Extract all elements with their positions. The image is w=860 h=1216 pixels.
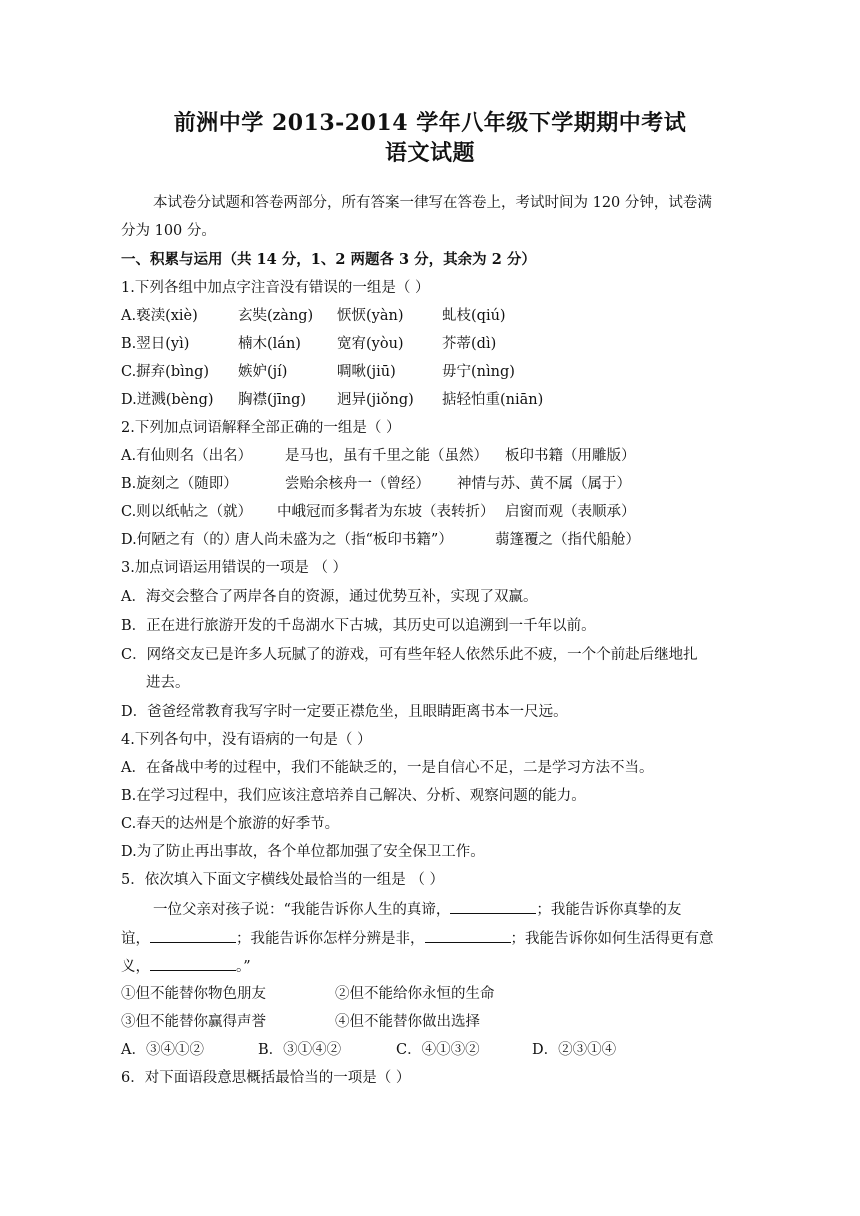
q1-b-2: 楠木(lán) — [238, 336, 301, 352]
q1-c-2: 嫉妒(jí) — [238, 364, 288, 380]
question-3-option-c: C．网络交友已是许多人玩腻了的游戏，可有些年轻人依然乐此不疲，一个个前赴后继地扎 — [121, 647, 698, 663]
q5-choice-b: B．③①④② — [258, 1042, 342, 1058]
q5-p2b: ；我能告诉你怎样分辨是非， — [236, 931, 425, 947]
question-3-option-a: A．海交会整合了两岸各自的资源，通过优势互补，实现了双赢。 — [121, 589, 538, 605]
answer-blank-2[interactable] — [150, 928, 236, 943]
q5-p3b: 。” — [236, 959, 251, 975]
q5-p1b: ；我能告诉你真挚的友 — [536, 902, 682, 918]
question-6-stem: 6．对下面语段意思概括最恰当的一项是（ ） — [121, 1070, 411, 1086]
intro-line-2: 分为 100 分。 — [121, 223, 216, 239]
q5-p2a: 谊， — [121, 931, 150, 947]
question-5-stem: 5．依次填入下面文字横线处最恰当的一组是 （ ） — [121, 872, 444, 888]
q2-b-1: B.旋刻之（随即） — [121, 476, 238, 492]
question-4-stem: 4.下列各句中，没有语病的一句是（ ） — [121, 732, 372, 748]
question-3-option-b: B．正在进行旅游开发的千岛湖水下古城，其历史可以追溯到一千年以前。 — [121, 618, 596, 634]
q2-d-1: D.何陋之有（的） — [121, 532, 239, 548]
q2-d-2: 唐人尚未盛为之（指“板印书籍”） — [235, 532, 453, 548]
q5-choice-c: C．④①③② — [396, 1042, 480, 1058]
question-5-passage-line-2 — [121, 928, 714, 949]
q2-c-3: 启窗而观（表顺承） — [505, 504, 636, 520]
q5-p2c: ；我能告诉你如何生活得更有意 — [510, 931, 714, 947]
q1-c-4: 毋宁(nìng) — [442, 364, 515, 380]
q5-item-4: ④但不能替你做出选择 — [335, 1014, 480, 1030]
q2-a-2: 是马也，虽有千里之能（虽然） — [285, 448, 488, 464]
q1-a-3: 恹恹(yàn) — [337, 308, 404, 324]
q5-p1a: 一位父亲对孩子说：“我能告诉你人生的真谛， — [153, 902, 451, 918]
answer-blank-3[interactable] — [425, 928, 511, 943]
q1-d-2: 胸襟(jīng) — [238, 392, 307, 408]
q2-c-1: C.则以纸帖之（就） — [121, 504, 253, 520]
question-5-passage-line-1 — [153, 899, 681, 920]
question-3-stem: 3.加点词语运用错误的一项是 （ ） — [121, 560, 348, 576]
q2-b-3: 神情与苏、黄不属（属于） — [457, 476, 631, 492]
q2-b-2: 尝贻余核舟一（曾经） — [285, 476, 430, 492]
question-1-stem: 1.下列各组中加点字注音没有错误的一组是（ ） — [121, 280, 430, 296]
intro-line-1: 本试卷分试题和答卷两部分，所有答案一律写在答卷上，考试时间为 120 分钟，试卷满 — [153, 195, 712, 211]
answer-blank-1[interactable] — [450, 899, 536, 914]
q1-a-2: 玄奘(zàng) — [238, 308, 314, 324]
q1-d-1: D.迸溅(bèng) — [121, 392, 214, 408]
q1-d-4: 掂轻怕重(niān) — [442, 392, 544, 408]
q5-choice-a: A．③④①② — [121, 1042, 204, 1058]
q2-a-3: 板印书籍（用雕版） — [505, 448, 636, 464]
question-4-option-a: A．在备战中考的过程中，我们不能缺乏的，一是自信心不足，二是学习方法不当。 — [121, 760, 654, 776]
question-4-option-c: C.春天的达州是个旅游的好季节。 — [121, 816, 340, 832]
q2-d-3: 蒻篷覆之（指代船舱） — [495, 532, 640, 548]
q5-item-3: ③但不能替你赢得声誉 — [121, 1014, 266, 1030]
q2-c-2: 中峨冠而多髯者为东坡（表转折） — [277, 504, 495, 520]
question-2-stem: 2.下列加点词语解释全部正确的一组是（ ） — [121, 420, 401, 436]
question-3-option-c-cont: 进去。 — [146, 675, 190, 691]
q2-a-1: A.有仙则名（出名） — [121, 448, 253, 464]
q5-item-2: ②但不能给你永恒的生命 — [335, 986, 495, 1002]
q5-choice-d: D．②③①④ — [532, 1042, 617, 1058]
q1-b-1: B.翌日(yì) — [121, 336, 190, 352]
q1-d-3: 迥异(jiǒng) — [337, 392, 414, 408]
q1-c-3: 啁啾(jiū) — [337, 364, 396, 380]
q5-p3a: 义， — [121, 959, 150, 975]
q1-b-3: 宽宥(yòu) — [337, 336, 404, 352]
exam-subtitle: 语文试题 — [384, 140, 475, 166]
q1-a-1: A.亵渎(xiè) — [121, 308, 198, 324]
q5-item-1: ①但不能替你物色朋友 — [121, 986, 266, 1002]
question-3-option-d: D．爸爸经常教育我写字时一定要正襟危坐，且眼睛距离书本一尺远。 — [121, 704, 568, 720]
q1-c-1: C.摒弃(bìng) — [121, 364, 210, 380]
q1-a-4: 虬枝(qiú) — [442, 308, 506, 324]
question-4-option-d: D.为了防止再出事故，各个单位都加强了安全保卫工作。 — [121, 844, 485, 860]
exam-title: 前洲中学 2013-2014 学年八年级下学期期中考试 — [173, 110, 687, 136]
question-4-option-b: B.在学习过程中，我们应该注意培养自己解决、分析、观察问题的能力。 — [121, 788, 586, 804]
q1-b-4: 芥蒂(dì) — [442, 336, 497, 352]
answer-blank-4[interactable] — [150, 956, 236, 971]
section-heading: 一、积累与运用（共 14 分，1、2 两题各 3 分，其余为 2 分） — [121, 251, 536, 268]
question-5-passage-line-3 — [121, 956, 251, 977]
